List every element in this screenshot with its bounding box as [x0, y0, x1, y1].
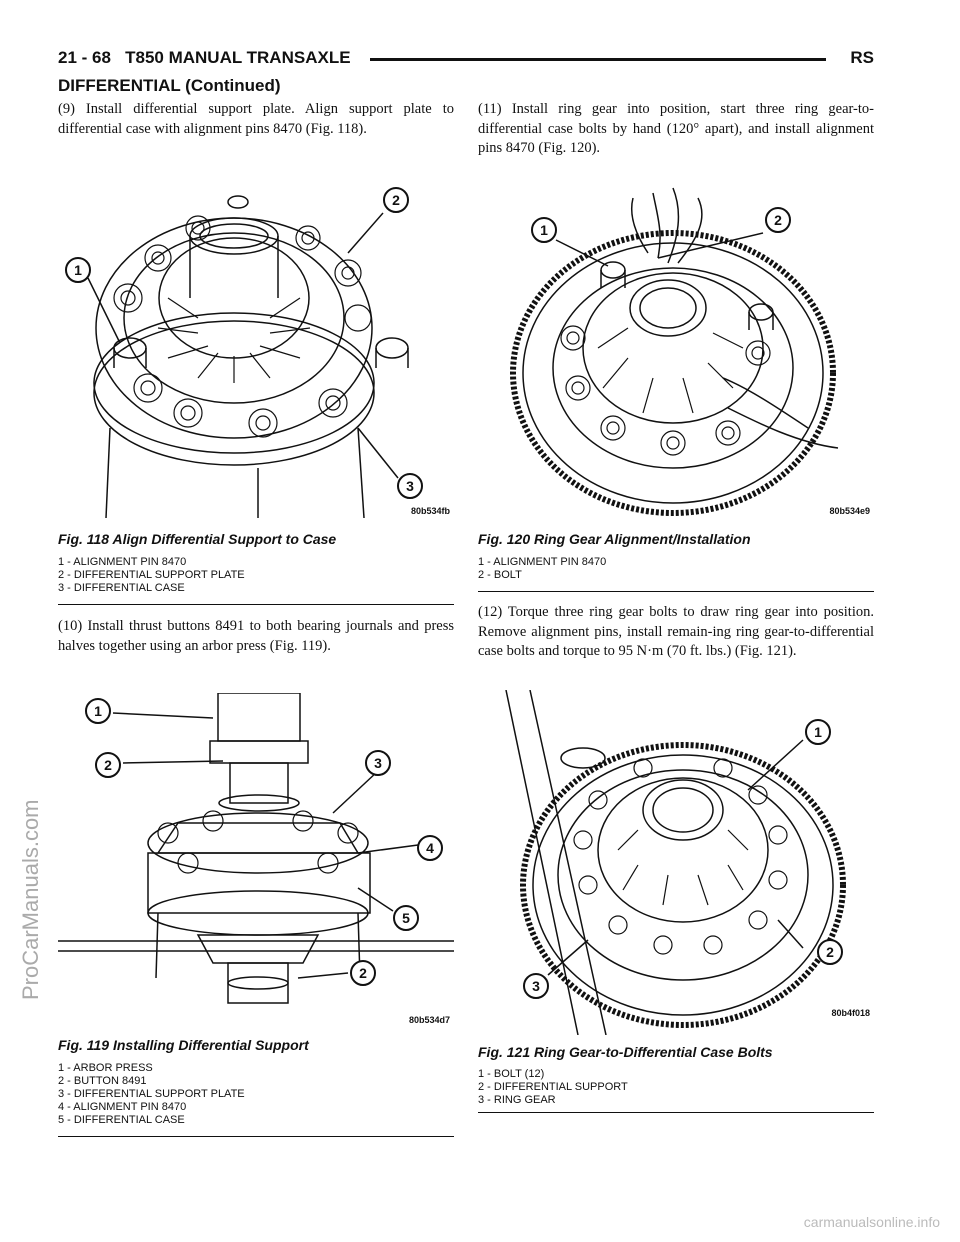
legend-item: 1 - ALIGNMENT PIN 8470: [58, 556, 187, 568]
fig-118-legend: [58, 556, 245, 595]
legend-item: 3 - DIFFERENTIAL CASE: [58, 582, 185, 594]
fig-121-callout-2: 2: [826, 944, 834, 960]
legend-item: 2 - BOLT: [478, 569, 522, 581]
fig-120-callout-2: 2: [774, 212, 782, 228]
fig-118-title: Fig. 118 Align Differential Support to Case: [58, 531, 337, 547]
legend-item: 2 - DIFFERENTIAL SUPPORT: [478, 1081, 628, 1093]
fig-119-callout-2: 2: [104, 757, 112, 773]
watermark-bottom: carmanualsonline.info: [803, 1214, 940, 1230]
fig-120-title: Fig. 120 Ring Gear Alignment/Installation: [478, 531, 751, 547]
page-header: [58, 48, 874, 70]
fig-120-callout-1: 1: [540, 222, 548, 238]
fig-120-illustration: [478, 178, 874, 523]
fig-121-callout-3: 3: [532, 978, 540, 994]
legend-item: 2 - DIFFERENTIAL SUPPORT PLATE: [58, 569, 245, 581]
legend-item: 3 - RING GEAR: [478, 1094, 556, 1106]
step-10-paragraph: (10) Install thrust buttons 8491 to both bearing journals and press halves together using an arbor press (Fig. 119).: [58, 618, 454, 654]
fig-119-callout-5: 5: [402, 910, 410, 926]
header-code: RS: [850, 48, 874, 67]
fig-119-rule: [58, 1136, 454, 1137]
fig-120-rule: [478, 591, 874, 592]
step-9-paragraph: (9) Install differential support plate. Align support plate to differential case with alignment pins 8470 (Fig. 118).: [58, 101, 454, 137]
fig-119-callout-2b: 2: [359, 965, 367, 981]
legend-item: 5 - DIFFERENTIAL CASE: [58, 1114, 185, 1126]
fig-121-callout-1: 1: [814, 724, 822, 740]
fig-120-legend: [478, 556, 606, 582]
header-rule: [370, 58, 826, 61]
fig-121-title: Fig. 121 Ring Gear-to-Differential Case Bolts: [478, 1044, 773, 1060]
legend-item: 1 - ALIGNMENT PIN 8470: [478, 556, 607, 568]
step-11-paragraph: (11) Install ring gear into position, start three ring gear-to-differential case bolts by hand (120° apart), and install alignment pins 8470 (Fig. 120).: [478, 101, 874, 156]
fig-121-rule: [478, 1112, 874, 1113]
fig-119-callout-4: 4: [426, 840, 434, 856]
fig-120-code: 80b534e9: [829, 506, 870, 516]
fig-119-legend: [58, 1062, 245, 1127]
fig-118-code: 80b534fb: [410, 506, 450, 516]
fig-119-callout-3: 3: [374, 755, 382, 771]
fig-119-illustration: [58, 693, 454, 1033]
fig-121-legend: [478, 1068, 628, 1107]
page-number-title: 21 - 68 T850 MANUAL TRANSAXLE: [58, 48, 351, 67]
legend-item: 1 - ARBOR PRESS: [58, 1062, 153, 1074]
legend-item: 3 - DIFFERENTIAL SUPPORT PLATE: [58, 1088, 245, 1100]
legend-item: 2 - BUTTON 8491: [58, 1075, 147, 1087]
fig-118-callout-3: 3: [406, 478, 414, 494]
legend-item: 4 - ALIGNMENT PIN 8470: [58, 1101, 187, 1113]
section-title: DIFFERENTIAL (Continued): [58, 76, 281, 95]
step-12-paragraph: (12) Torque three ring gear bolts to draw ring gear into position. Remove alignment pins, install remain-ing ring gear-to-differential case bolts and torque to 95 N·m (70 ft. lbs.) (Fig. 121).: [478, 604, 874, 659]
legend-item: 1 - BOLT (12): [478, 1068, 545, 1080]
fig-121-code: 80b4f018: [831, 1008, 870, 1018]
watermark-left: ProCarManuals.com: [18, 799, 43, 1000]
fig-118-callout-1: 1: [74, 262, 82, 278]
fig-119-callout-1: 1: [94, 703, 102, 719]
fig-118-illustration: [58, 178, 454, 523]
fig-119-code: 80b534d7: [408, 1015, 450, 1025]
fig-118-rule: [58, 604, 454, 605]
fig-121-illustration: [478, 690, 874, 1035]
fig-119-title: Fig. 119 Installing Differential Support: [58, 1037, 309, 1053]
fig-118-callout-2: 2: [392, 192, 400, 208]
